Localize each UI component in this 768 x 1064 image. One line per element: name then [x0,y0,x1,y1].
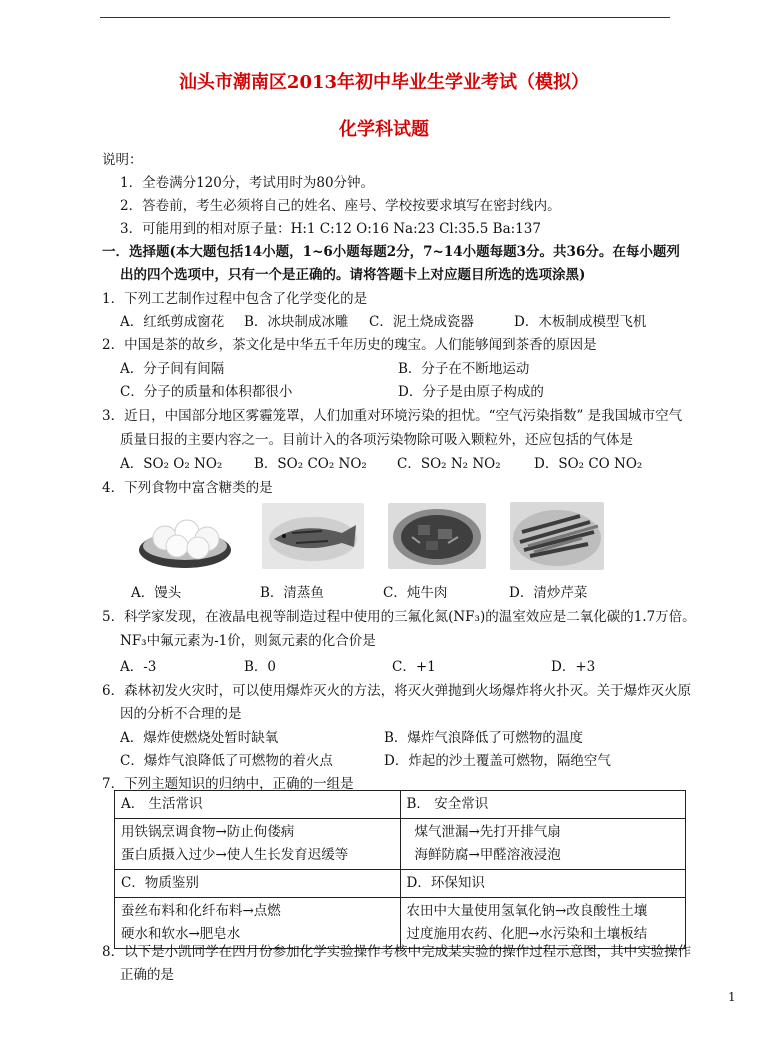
q1-option-a: A．红纸剪成窗花 [120,314,225,330]
fried-celery-image [510,502,604,570]
note-item: 3．可能用到的相对原子量：H:1 C:12 O:16 Na:23 Cl:35.5 Ba:137 [120,221,541,237]
question-5-stem: 5．科学家发现，在液晶电视等制造过程中使用的三氟化氮(NF₃)的温室效应是二氧化碳的1.7万倍。 [102,609,696,625]
question-6-stem-cont: 因的分析不合理的是 [120,706,242,722]
q6-option-c: C．爆炸气浪降低了可燃物的着火点 [120,753,333,769]
q6-option-d: D．炸起的沙土覆盖可燃物，隔绝空气 [384,753,611,769]
notes-label: 说明： [102,152,143,168]
q4-option-a: A．馒头 [131,585,182,601]
question-3-stem: 3．近日，中国部分地区雾霾笼罩，人们加重对环境污染的担忧。“空气污染指数” 是我国城市空气 [102,408,683,424]
q5-option-d: D．+3 [551,659,596,675]
topic-knowledge-table [114,790,686,949]
section-heading-cont: 出的四个选项中，只有一个是正确的。请将答题卡上对应题目所选的选项涂黑) [120,267,586,283]
q6-option-b: B．爆炸气浪降低了可燃物的温度 [384,730,583,746]
q2-option-c: C．分子的质量和体积都很小 [120,384,293,400]
q5-option-b: B．0 [244,659,277,675]
section-heading: 一．选择题(本大题包括14小题，1~6小题每题2分，7~14小题每题3分。共36分。在每小题列 [102,244,680,260]
question-8-stem: 8．以下是小凯同学在四月份参加化学实验操作考核中完成某实验的操作过程示意图，其中实验操作 [102,944,692,960]
question-1-stem: 1．下列工艺制作过程中包含了化学变化的是 [102,291,368,307]
header-rule [100,17,670,18]
q4-option-d: D．清炒芹菜 [509,585,588,601]
q2-option-b: B．分子在不断地运动 [398,361,530,377]
q1-option-c: C．泥土烧成瓷器 [369,314,474,330]
cell-c-head: C．物质鉴别 [115,870,401,898]
q5-option-c: C．+1 [392,659,436,675]
cell-d-head: D．环保知识 [400,870,686,898]
question-3-stem-cont: 质量日报的主要内容之一。目前计入的各项污染物除可吸入颗粒外，还应包括的气体是 [120,432,633,448]
question-8-stem-cont: 正确的是 [120,967,174,983]
cell-a-body: 用铁锅烹调食物→防止佝偻病 蛋白质摄入过少→使人生长发育迟缓等 [115,819,401,870]
note-item: 1．全卷满分120分，考试用时为80分钟。 [120,175,375,191]
cell-c-body: 蚕丝布料和化纤布料→点燃 硬水和软水→肥皂水 [115,898,401,949]
note-item: 2．答卷前，考生必须将自己的姓名、座号、学校按要求填写在密封线内。 [120,198,561,214]
question-7-stem: 7．下列主题知识的归纳中，正确的一组是 [102,776,354,792]
q4-option-c: C．炖牛肉 [383,585,448,601]
steamed-fish-image [262,503,364,569]
q1-option-d: D．木板制成模型飞机 [514,314,647,330]
steamed-bun-image [135,502,235,572]
stewed-beef-image [388,503,486,569]
q5-option-a: A．-3 [120,659,157,675]
question-2-stem: 2．中国是茶的故乡，茶文化是中华五千年历史的瑰宝。人们能够闻到茶香的原因是 [102,337,597,353]
page-number: 1 [728,990,736,1004]
cell-b-body: 煤气泄漏→先打开排气扇 海鲜防腐→甲醛溶液浸泡 [400,819,686,870]
q6-option-a: A．爆炸使燃烧处暂时缺氧 [120,730,279,746]
q1-option-b: B．冰块制成冰雕 [244,314,349,330]
exam-title: 汕头市潮南区2013年初中毕业生学业考试（模拟） [178,72,590,93]
cell-b-head: B． 安全常识 [400,791,686,819]
cell-a-head: A． 生活常识 [115,791,401,819]
q3-option-c: C．SO₂ N₂ NO₂ [397,456,501,472]
question-6-stem: 6．森林初发火灾时，可以使用爆炸灭火的方法，将灭火弹抛到火场爆炸将火扑灭。关于爆炸灭火原 [102,683,692,699]
q4-option-b: B．清蒸鱼 [260,585,324,601]
exam-subtitle: 化学科试题 [339,119,429,140]
q2-option-a: A．分子间有间隔 [120,361,225,377]
q2-option-d: D．分子是由原子构成的 [398,384,544,400]
q3-option-a: A．SO₂ O₂ NO₂ [120,456,223,472]
q3-option-d: D．SO₂ CO NO₂ [534,456,643,472]
question-5-stem-cont: NF₃中氟元素为-1价，则氮元素的化合价是 [120,633,376,649]
q3-option-b: B．SO₂ CO₂ NO₂ [254,456,367,472]
cell-d-body: 农田中大量使用氢氧化钠→改良酸性土壤 过度施用农药、化肥→水污染和土壤板结 [400,898,686,949]
question-4-stem: 4．下列食物中富含糖类的是 [102,480,273,496]
